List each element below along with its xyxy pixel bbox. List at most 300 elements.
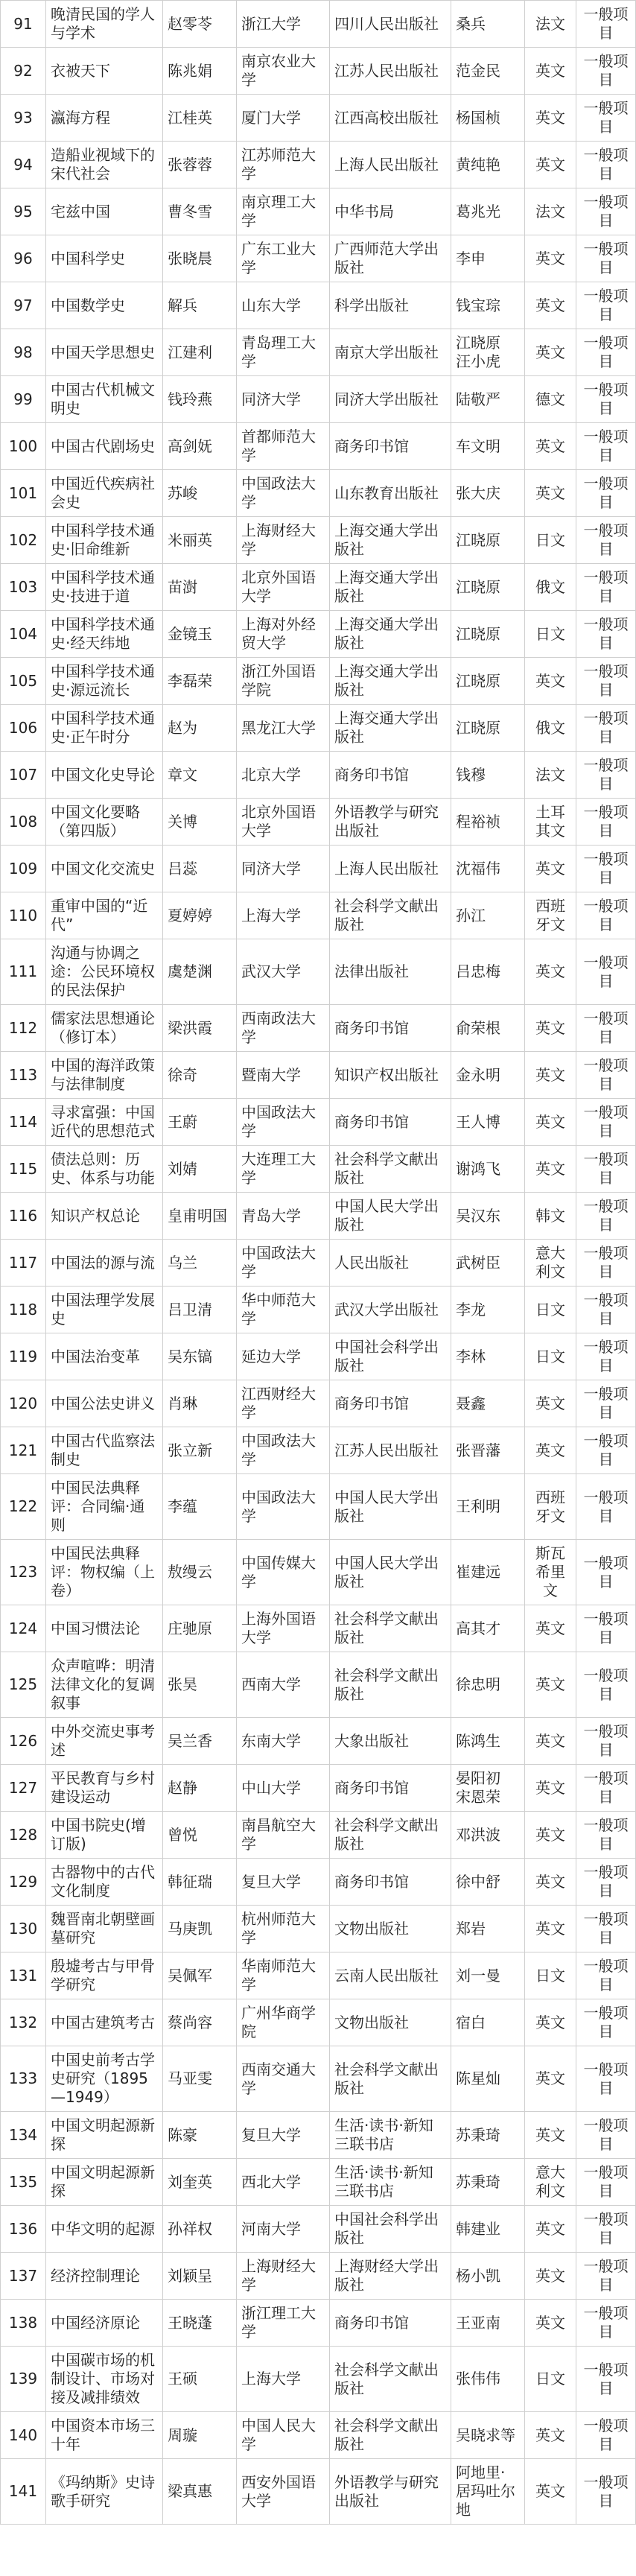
original-author-cell: 陆敬严 — [451, 376, 525, 423]
target-language-cell: 英文 — [525, 2112, 576, 2159]
row-number-cell: 137 — [1, 2253, 46, 2300]
row-number-cell: 93 — [1, 95, 46, 142]
applicant-name-cell: 苗澍 — [163, 564, 237, 611]
project-type-cell: 一般项目 — [576, 2159, 636, 2206]
row-number-cell: 103 — [1, 564, 46, 611]
target-language-cell: 英文 — [525, 1652, 576, 1718]
book-title-cell: 魏晋南北朝壁画墓研究 — [46, 1906, 163, 1952]
book-title-cell: 晚清民国的学人与学术 — [46, 1, 163, 48]
target-language-cell: 英文 — [525, 470, 576, 517]
table-row — [1, 517, 636, 564]
publisher-cell: 江苏人民出版社 — [330, 48, 451, 95]
original-author-cell: 苏秉琦 — [451, 2159, 525, 2206]
target-language-cell: 英文 — [525, 423, 576, 470]
applicant-name-cell: 陈兆娟 — [163, 48, 237, 95]
publisher-cell: 中国人民大学出版社 — [330, 1540, 451, 1605]
book-title-cell: 衣被天下 — [46, 48, 163, 95]
table-row — [1, 2253, 636, 2300]
book-title-cell: 沟通与协调之途：公民环境权的民法保护 — [46, 939, 163, 1005]
applicant-name-cell: 高剑妩 — [163, 423, 237, 470]
book-title-cell: 中国法治变革 — [46, 1333, 163, 1380]
table-row — [1, 423, 636, 470]
project-type-cell: 一般项目 — [576, 1952, 636, 1999]
project-type-cell: 一般项目 — [576, 1718, 636, 1765]
project-type-cell: 一般项目 — [576, 2300, 636, 2347]
original-author-cell: 邓洪波 — [451, 1812, 525, 1859]
original-author-cell: 葛兆光 — [451, 188, 525, 235]
publisher-cell: 文物出版社 — [330, 1999, 451, 2046]
table-row — [1, 2159, 636, 2206]
target-language-cell: 英文 — [525, 658, 576, 705]
publisher-cell: 社会科学文献出版社 — [330, 1146, 451, 1193]
table-row — [1, 470, 636, 517]
target-language-cell: 土耳其文 — [525, 799, 576, 846]
book-title-cell: 造船业视域下的宋代社会 — [46, 142, 163, 188]
book-title-cell: 中国数学史 — [46, 282, 163, 329]
original-author-cell: 李龙 — [451, 1287, 525, 1333]
target-language-cell: 英文 — [525, 2206, 576, 2253]
book-title-cell: 儒家法思想通论（修订本） — [46, 1005, 163, 1052]
book-title-cell: 中国科学史 — [46, 235, 163, 282]
publisher-cell: 外语教学与研究出版社 — [330, 2459, 451, 2525]
table-row — [1, 1952, 636, 1999]
project-type-cell: 一般项目 — [576, 2046, 636, 2112]
original-author-cell: 阿地里·居玛吐尔地 — [451, 2459, 525, 2525]
row-number-cell: 122 — [1, 1474, 46, 1540]
project-type-cell: 一般项目 — [576, 1333, 636, 1380]
publisher-cell: 上海交通大学出版社 — [330, 517, 451, 564]
university-cell: 南京农业大学 — [237, 48, 330, 95]
row-number-cell: 136 — [1, 2206, 46, 2253]
row-number-cell: 115 — [1, 1146, 46, 1193]
original-author-cell: 杨小凯 — [451, 2253, 525, 2300]
target-language-cell: 英文 — [525, 1146, 576, 1193]
target-language-cell: 英文 — [525, 1099, 576, 1146]
row-number-cell: 91 — [1, 1, 46, 48]
university-cell: 厦门大学 — [237, 95, 330, 142]
publisher-cell: 社会科学文献出版社 — [330, 1652, 451, 1718]
table-row — [1, 1240, 636, 1287]
applicant-name-cell: 赵零苓 — [163, 1, 237, 48]
row-number-cell: 131 — [1, 1952, 46, 1999]
original-author-cell: 张大庆 — [451, 470, 525, 517]
university-cell: 杭州师范大学 — [237, 1906, 330, 1952]
university-cell: 浙江外国语学院 — [237, 658, 330, 705]
row-number-cell: 133 — [1, 2046, 46, 2112]
book-title-cell: 中国科学技术通史·正午时分 — [46, 705, 163, 752]
row-number-cell: 106 — [1, 705, 46, 752]
row-number-cell: 125 — [1, 1652, 46, 1718]
book-title-cell: 中国科学技术通史·旧命维新 — [46, 517, 163, 564]
university-cell: 中国政法大学 — [237, 1240, 330, 1287]
book-title-cell: 中国古代剧场史 — [46, 423, 163, 470]
original-author-cell: 江晓原 — [451, 564, 525, 611]
target-language-cell: 英文 — [525, 1859, 576, 1906]
project-type-cell: 一般项目 — [576, 658, 636, 705]
table-row — [1, 1380, 636, 1427]
book-title-cell: 中华文明的起源 — [46, 2206, 163, 2253]
table-row — [1, 142, 636, 188]
row-number-cell: 101 — [1, 470, 46, 517]
project-type-cell: 一般项目 — [576, 1812, 636, 1859]
project-type-cell: 一般项目 — [576, 2412, 636, 2459]
publisher-cell: 中国人民大学出版社 — [330, 1474, 451, 1540]
project-type-cell: 一般项目 — [576, 1005, 636, 1052]
university-cell: 同济大学 — [237, 376, 330, 423]
row-number-cell: 127 — [1, 1765, 46, 1812]
book-title-cell: 中国资本市场三十年 — [46, 2412, 163, 2459]
project-type-cell: 一般项目 — [576, 282, 636, 329]
original-author-cell: 钱穆 — [451, 752, 525, 799]
original-author-cell: 李申 — [451, 235, 525, 282]
project-type-cell: 一般项目 — [576, 1999, 636, 2046]
university-cell: 复旦大学 — [237, 1859, 330, 1906]
row-number-cell: 96 — [1, 235, 46, 282]
original-author-cell: 王亚南 — [451, 2300, 525, 2347]
publisher-cell: 文物出版社 — [330, 1906, 451, 1952]
applicant-name-cell: 马亚雯 — [163, 2046, 237, 2112]
applicant-name-cell: 周璇 — [163, 2412, 237, 2459]
original-author-cell: 孙江 — [451, 892, 525, 939]
target-language-cell: 英文 — [525, 1427, 576, 1474]
book-title-cell: 中国古代机械文明史 — [46, 376, 163, 423]
table-row — [1, 1099, 636, 1146]
target-language-cell: 英文 — [525, 2300, 576, 2347]
table-row — [1, 95, 636, 142]
table-row — [1, 939, 636, 1005]
project-type-cell: 一般项目 — [576, 2112, 636, 2159]
row-number-cell: 98 — [1, 329, 46, 376]
target-language-cell: 日文 — [525, 1333, 576, 1380]
university-cell: 江西财经大学 — [237, 1380, 330, 1427]
project-type-cell: 一般项目 — [576, 1380, 636, 1427]
project-type-cell: 一般项目 — [576, 1474, 636, 1540]
original-author-cell: 江晓原 汪小虎 — [451, 329, 525, 376]
publisher-cell: 江西高校出版社 — [330, 95, 451, 142]
project-type-cell: 一般项目 — [576, 611, 636, 658]
book-title-cell: 中国文明起源新探 — [46, 2112, 163, 2159]
publisher-cell: 科学出版社 — [330, 282, 451, 329]
publisher-cell: 南京大学出版社 — [330, 329, 451, 376]
university-cell: 青岛理工大学 — [237, 329, 330, 376]
university-cell: 大连理工大学 — [237, 1146, 330, 1193]
applicant-name-cell: 吕蕊 — [163, 846, 237, 892]
table-row — [1, 282, 636, 329]
row-number-cell: 108 — [1, 799, 46, 846]
original-author-cell: 金永明 — [451, 1052, 525, 1099]
university-cell: 首都师范大学 — [237, 423, 330, 470]
row-number-cell: 126 — [1, 1718, 46, 1765]
target-language-cell: 英文 — [525, 282, 576, 329]
project-type-cell: 一般项目 — [576, 1240, 636, 1287]
book-title-cell: 中国文化史导论 — [46, 752, 163, 799]
original-author-cell: 范金民 — [451, 48, 525, 95]
university-cell: 西南大学 — [237, 1652, 330, 1718]
target-language-cell: 俄文 — [525, 564, 576, 611]
book-title-cell: 《玛纳斯》史诗歌手研究 — [46, 2459, 163, 2525]
project-type-cell: 一般项目 — [576, 48, 636, 95]
book-title-cell: 中国法的源与流 — [46, 1240, 163, 1287]
university-cell: 上海大学 — [237, 892, 330, 939]
publisher-cell: 生活·读书·新知三联书店 — [330, 2112, 451, 2159]
target-language-cell: 英文 — [525, 1765, 576, 1812]
applicant-name-cell: 米丽英 — [163, 517, 237, 564]
target-language-cell: 日文 — [525, 1952, 576, 1999]
row-number-cell: 123 — [1, 1540, 46, 1605]
original-author-cell: 陈鸿生 — [451, 1718, 525, 1765]
applicant-name-cell: 苏峻 — [163, 470, 237, 517]
university-cell: 山东大学 — [237, 282, 330, 329]
applicant-name-cell: 韩征瑞 — [163, 1859, 237, 1906]
book-title-cell: 中国碳市场的机制设计、市场对接及减排绩效 — [46, 2347, 163, 2412]
row-number-cell: 134 — [1, 2112, 46, 2159]
row-number-cell: 107 — [1, 752, 46, 799]
publisher-cell: 上海交通大学出版社 — [330, 705, 451, 752]
university-cell: 浙江大学 — [237, 1, 330, 48]
project-type-cell: 一般项目 — [576, 705, 636, 752]
applicant-name-cell: 关博 — [163, 799, 237, 846]
publisher-cell: 商务印书馆 — [330, 1380, 451, 1427]
university-cell: 西南交通大学 — [237, 2046, 330, 2112]
university-cell: 中山大学 — [237, 1765, 330, 1812]
table-row — [1, 564, 636, 611]
applicant-name-cell: 梁真惠 — [163, 2459, 237, 2525]
applicant-name-cell: 赵静 — [163, 1765, 237, 1812]
applicant-name-cell: 吴佩军 — [163, 1952, 237, 1999]
book-title-cell: 中国书院史(增订版) — [46, 1812, 163, 1859]
row-number-cell: 139 — [1, 2347, 46, 2412]
university-cell: 南京理工大学 — [237, 188, 330, 235]
original-author-cell: 韩建业 — [451, 2206, 525, 2253]
publisher-cell: 上海交通大学出版社 — [330, 611, 451, 658]
table-row — [1, 2347, 636, 2412]
row-number-cell: 109 — [1, 846, 46, 892]
row-number-cell: 118 — [1, 1287, 46, 1333]
book-title-cell: 中国民法典释评：物权编（上卷） — [46, 1540, 163, 1605]
target-language-cell: 法文 — [525, 752, 576, 799]
publisher-cell: 生活·读书·新知三联书店 — [330, 2159, 451, 2206]
table-row — [1, 1, 636, 48]
applicant-name-cell: 吕卫清 — [163, 1287, 237, 1333]
table-row — [1, 1287, 636, 1333]
applicant-name-cell: 吴兰香 — [163, 1718, 237, 1765]
applicant-name-cell: 敖缦云 — [163, 1540, 237, 1605]
original-author-cell: 武树臣 — [451, 1240, 525, 1287]
table-row — [1, 611, 636, 658]
target-language-cell: 英文 — [525, 48, 576, 95]
book-title-cell: 众声喧哗：明清法律文化的复调叙事 — [46, 1652, 163, 1718]
project-type-cell: 一般项目 — [576, 1052, 636, 1099]
table-row — [1, 1005, 636, 1052]
table-row — [1, 1812, 636, 1859]
book-title-cell: 中国文明起源新探 — [46, 2159, 163, 2206]
publisher-cell: 商务印书馆 — [330, 2300, 451, 2347]
university-cell: 西南政法大学 — [237, 1005, 330, 1052]
applicant-name-cell: 陈豪 — [163, 2112, 237, 2159]
table-row — [1, 1474, 636, 1540]
book-title-cell: 殷墟考古与甲骨学研究 — [46, 1952, 163, 1999]
university-cell: 延边大学 — [237, 1333, 330, 1380]
university-cell: 江苏师范大学 — [237, 142, 330, 188]
table-row — [1, 846, 636, 892]
original-author-cell: 晏阳初 宋恩荣 — [451, 1765, 525, 1812]
university-cell: 广东工业大学 — [237, 235, 330, 282]
table-row — [1, 705, 636, 752]
row-number-cell: 102 — [1, 517, 46, 564]
project-type-cell: 一般项目 — [576, 1099, 636, 1146]
applicant-name-cell: 夏婷婷 — [163, 892, 237, 939]
target-language-cell: 法文 — [525, 1, 576, 48]
project-type-cell: 一般项目 — [576, 142, 636, 188]
target-language-cell: 英文 — [525, 1718, 576, 1765]
university-cell: 西北大学 — [237, 2159, 330, 2206]
table-row — [1, 48, 636, 95]
row-number-cell: 121 — [1, 1427, 46, 1474]
row-number-cell: 128 — [1, 1812, 46, 1859]
original-author-cell: 杨国桢 — [451, 95, 525, 142]
project-type-cell: 一般项目 — [576, 1427, 636, 1474]
university-cell: 广州华商学院 — [237, 1999, 330, 2046]
project-type-cell: 一般项目 — [576, 1605, 636, 1652]
row-number-cell: 129 — [1, 1859, 46, 1906]
original-author-cell: 俞荣根 — [451, 1005, 525, 1052]
project-type-cell: 一般项目 — [576, 2459, 636, 2525]
target-language-cell: 英文 — [525, 2046, 576, 2112]
row-number-cell: 99 — [1, 376, 46, 423]
publisher-cell: 云南人民出版社 — [330, 1952, 451, 1999]
project-type-cell: 一般项目 — [576, 376, 636, 423]
project-type-cell: 一般项目 — [576, 329, 636, 376]
row-number-cell: 140 — [1, 2412, 46, 2459]
applicant-name-cell: 乌兰 — [163, 1240, 237, 1287]
university-cell: 青岛大学 — [237, 1193, 330, 1240]
target-language-cell: 俄文 — [525, 705, 576, 752]
original-author-cell: 张伟伟 — [451, 2347, 525, 2412]
book-title-cell: 中国天学思想史 — [46, 329, 163, 376]
publisher-cell: 同济大学出版社 — [330, 376, 451, 423]
applicant-name-cell: 张晓晨 — [163, 235, 237, 282]
publisher-cell: 大象出版社 — [330, 1718, 451, 1765]
row-number-cell: 114 — [1, 1099, 46, 1146]
book-title-cell: 古器物中的古代文化制度 — [46, 1859, 163, 1906]
table-row — [1, 1718, 636, 1765]
original-author-cell: 高其才 — [451, 1605, 525, 1652]
applicant-name-cell: 李蕴 — [163, 1474, 237, 1540]
target-language-cell: 英文 — [525, 329, 576, 376]
original-author-cell: 李林 — [451, 1333, 525, 1380]
applicant-name-cell: 皇甫明国 — [163, 1193, 237, 1240]
university-cell: 上海财经大学 — [237, 2253, 330, 2300]
university-cell: 华南师范大学 — [237, 1952, 330, 1999]
row-number-cell: 104 — [1, 611, 46, 658]
publisher-cell: 商务印书馆 — [330, 423, 451, 470]
row-number-cell: 95 — [1, 188, 46, 235]
book-title-cell: 中国科学技术通史·源远流长 — [46, 658, 163, 705]
project-type-cell: 一般项目 — [576, 892, 636, 939]
original-author-cell: 吴晓求等 — [451, 2412, 525, 2459]
applicant-name-cell: 庄驰原 — [163, 1605, 237, 1652]
target-language-cell: 英文 — [525, 846, 576, 892]
university-cell: 上海对外经贸大学 — [237, 611, 330, 658]
university-cell: 上海大学 — [237, 2347, 330, 2412]
book-title-cell: 寻求富强：中国近代的思想范式 — [46, 1099, 163, 1146]
publisher-cell: 社会科学文献出版社 — [330, 892, 451, 939]
university-cell: 中国政法大学 — [237, 1099, 330, 1146]
university-cell: 暨南大学 — [237, 1052, 330, 1099]
publisher-cell: 商务印书馆 — [330, 752, 451, 799]
university-cell: 中国政法大学 — [237, 470, 330, 517]
applicant-name-cell: 解兵 — [163, 282, 237, 329]
table-row — [1, 2412, 636, 2459]
original-author-cell: 江晓原 — [451, 611, 525, 658]
target-language-cell: 英文 — [525, 2412, 576, 2459]
book-title-cell: 中国近代疾病社会史 — [46, 470, 163, 517]
target-language-cell: 韩文 — [525, 1193, 576, 1240]
book-title-cell: 中国民法典释评：合同编·通则 — [46, 1474, 163, 1540]
project-type-cell: 一般项目 — [576, 1652, 636, 1718]
university-cell: 上海财经大学 — [237, 517, 330, 564]
table-row — [1, 1333, 636, 1380]
book-title-cell: 中国法理学发展史 — [46, 1287, 163, 1333]
target-language-cell: 日文 — [525, 1287, 576, 1333]
university-cell: 上海外国语大学 — [237, 1605, 330, 1652]
project-type-cell: 一般项目 — [576, 1540, 636, 1605]
book-title-cell: 瀛海方程 — [46, 95, 163, 142]
publisher-cell: 社会科学文献出版社 — [330, 1605, 451, 1652]
table-row — [1, 1193, 636, 1240]
table-row — [1, 329, 636, 376]
book-title-cell: 中国古代监察法制史 — [46, 1427, 163, 1474]
table-row — [1, 235, 636, 282]
project-type-cell: 一般项目 — [576, 95, 636, 142]
original-author-cell: 王人博 — [451, 1099, 525, 1146]
book-title-cell: 债法总则：历史、体系与功能 — [46, 1146, 163, 1193]
original-author-cell: 钱宝琮 — [451, 282, 525, 329]
publisher-cell: 人民出版社 — [330, 1240, 451, 1287]
book-title-cell: 中国科学技术通史·技进于道 — [46, 564, 163, 611]
project-type-cell: 一般项目 — [576, 470, 636, 517]
target-language-cell: 意大利文 — [525, 2159, 576, 2206]
target-language-cell: 英文 — [525, 1052, 576, 1099]
publisher-cell: 商务印书馆 — [330, 1765, 451, 1812]
table-row — [1, 2046, 636, 2112]
original-author-cell: 陈星灿 — [451, 2046, 525, 2112]
publisher-cell: 社会科学文献出版社 — [330, 2347, 451, 2412]
publisher-cell: 知识产权出版社 — [330, 1052, 451, 1099]
table-row — [1, 1859, 636, 1906]
row-number-cell: 94 — [1, 142, 46, 188]
table-row — [1, 188, 636, 235]
table-row — [1, 2459, 636, 2525]
publisher-cell: 中华书局 — [330, 188, 451, 235]
project-type-cell: 一般项目 — [576, 235, 636, 282]
row-number-cell: 111 — [1, 939, 46, 1005]
applicant-name-cell: 肖琳 — [163, 1380, 237, 1427]
applicant-name-cell: 曾悦 — [163, 1812, 237, 1859]
book-title-cell: 中国科学技术通史·经天纬地 — [46, 611, 163, 658]
publisher-cell: 上海财经大学出版社 — [330, 2253, 451, 2300]
target-language-cell: 西班牙文 — [525, 892, 576, 939]
target-language-cell: 英文 — [525, 2459, 576, 2525]
project-type-cell: 一般项目 — [576, 1859, 636, 1906]
applicant-name-cell: 张立新 — [163, 1427, 237, 1474]
university-cell: 南昌航空大学 — [237, 1812, 330, 1859]
row-number-cell: 100 — [1, 423, 46, 470]
row-number-cell: 112 — [1, 1005, 46, 1052]
target-language-cell: 日文 — [525, 517, 576, 564]
university-cell: 北京大学 — [237, 752, 330, 799]
university-cell: 中国政法大学 — [237, 1474, 330, 1540]
